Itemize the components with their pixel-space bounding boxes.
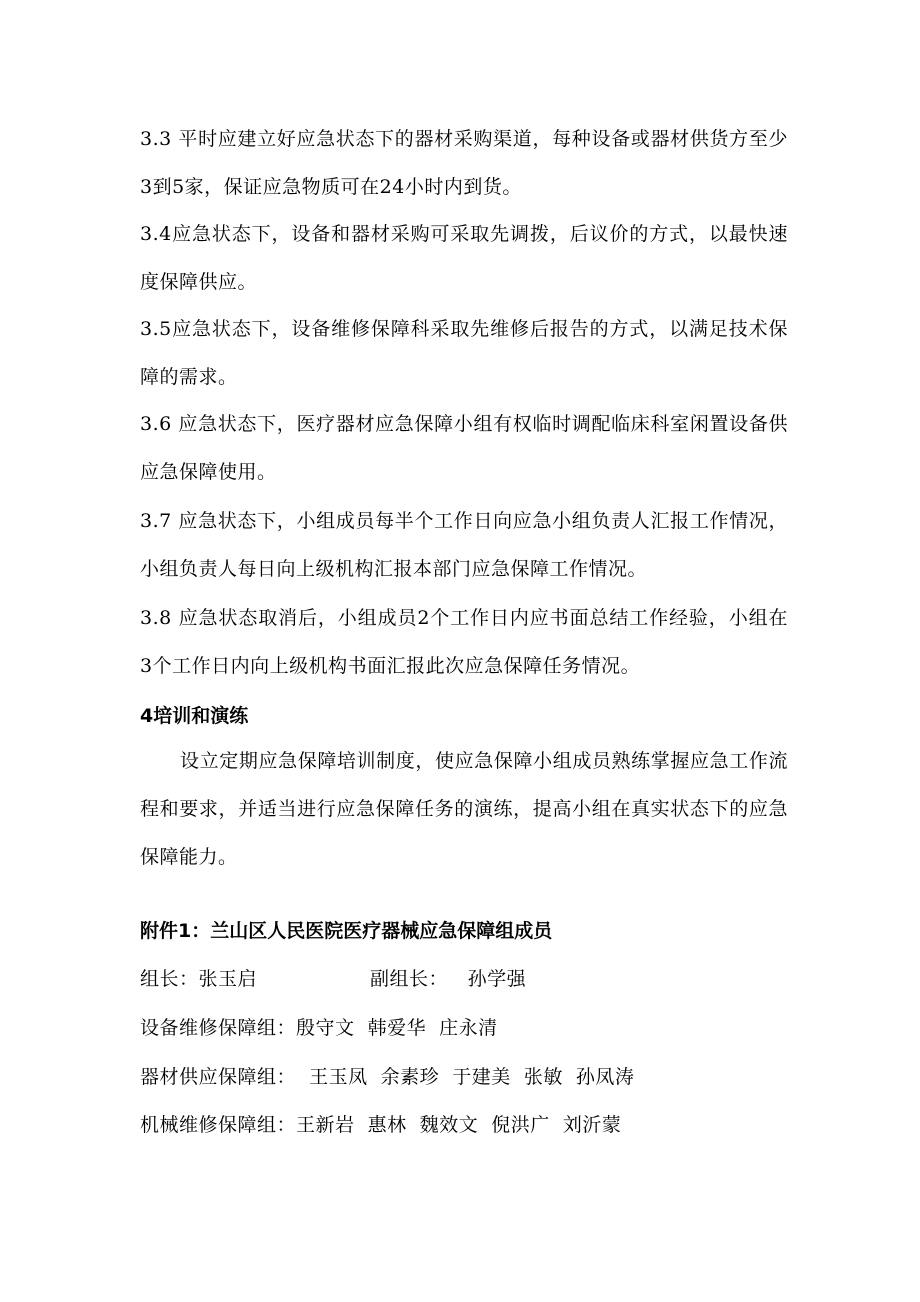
paragraph-3-6: 3.6 应急状态下，医疗器材应急保障小组有权临时调配临床科室闲置设备供应急保障使用。: [140, 413, 788, 483]
paragraph-3-5: 3.5应急状态下，设备维修保障科采取先维修后报告的方式，以满足技术保障的需求。: [140, 318, 788, 388]
mechanical-group-line: 机械维修保障组：王新岩 惠林 魏效文 倪洪广 刘沂蒙: [140, 1114, 622, 1136]
paragraph-3-3: 3.3 平时应建立好应急状态下的器材采购渠道，每种设备或器材供货方至少3到5家，保证应急物质可在24小时内到货。: [140, 128, 788, 198]
paragraph-3-4: 3.4应急状态下，设备和器材采购可采取先调拨，后议价的方式，以最快速度保障供应。: [140, 223, 788, 293]
equipment-group-line: 设备维修保障组：殷守文 韩爱华 庄永清: [140, 1017, 498, 1039]
supply-group-line: 器材供应保障组： 王玉凤 余素珍 于建美 张敏 孙凤涛: [140, 1066, 635, 1088]
appendix-title: 附件1：兰山区人民医院医疗器械应急保障组成员: [140, 920, 553, 942]
section-heading-training: 4培训和演练: [140, 705, 249, 727]
paragraph-3-7: 3.7 应急状态下，小组成员每半个工作日向应急小组负责人汇报工作情况，小组负责人每日向上级机构汇报本部门应急保障工作情况。: [140, 510, 788, 580]
paragraph-3-8: 3.8 应急状态取消后，小组成员2个工作日内应书面总结工作经验，小组在3个工作日内向上级机构书面汇报此次应急保障任务情况。: [140, 607, 788, 677]
leader-line: 组长：张玉启: [140, 968, 258, 990]
deputy-line: 副组长： 孙学强: [370, 968, 527, 990]
paragraph-training: 设立定期应急保障培训制度，使应急保障小组成员熟练掌握应急工作流程和要求，并适当进行应急保障任务的演练，提高小组在真实状态下的应急保障能力。: [140, 750, 788, 868]
